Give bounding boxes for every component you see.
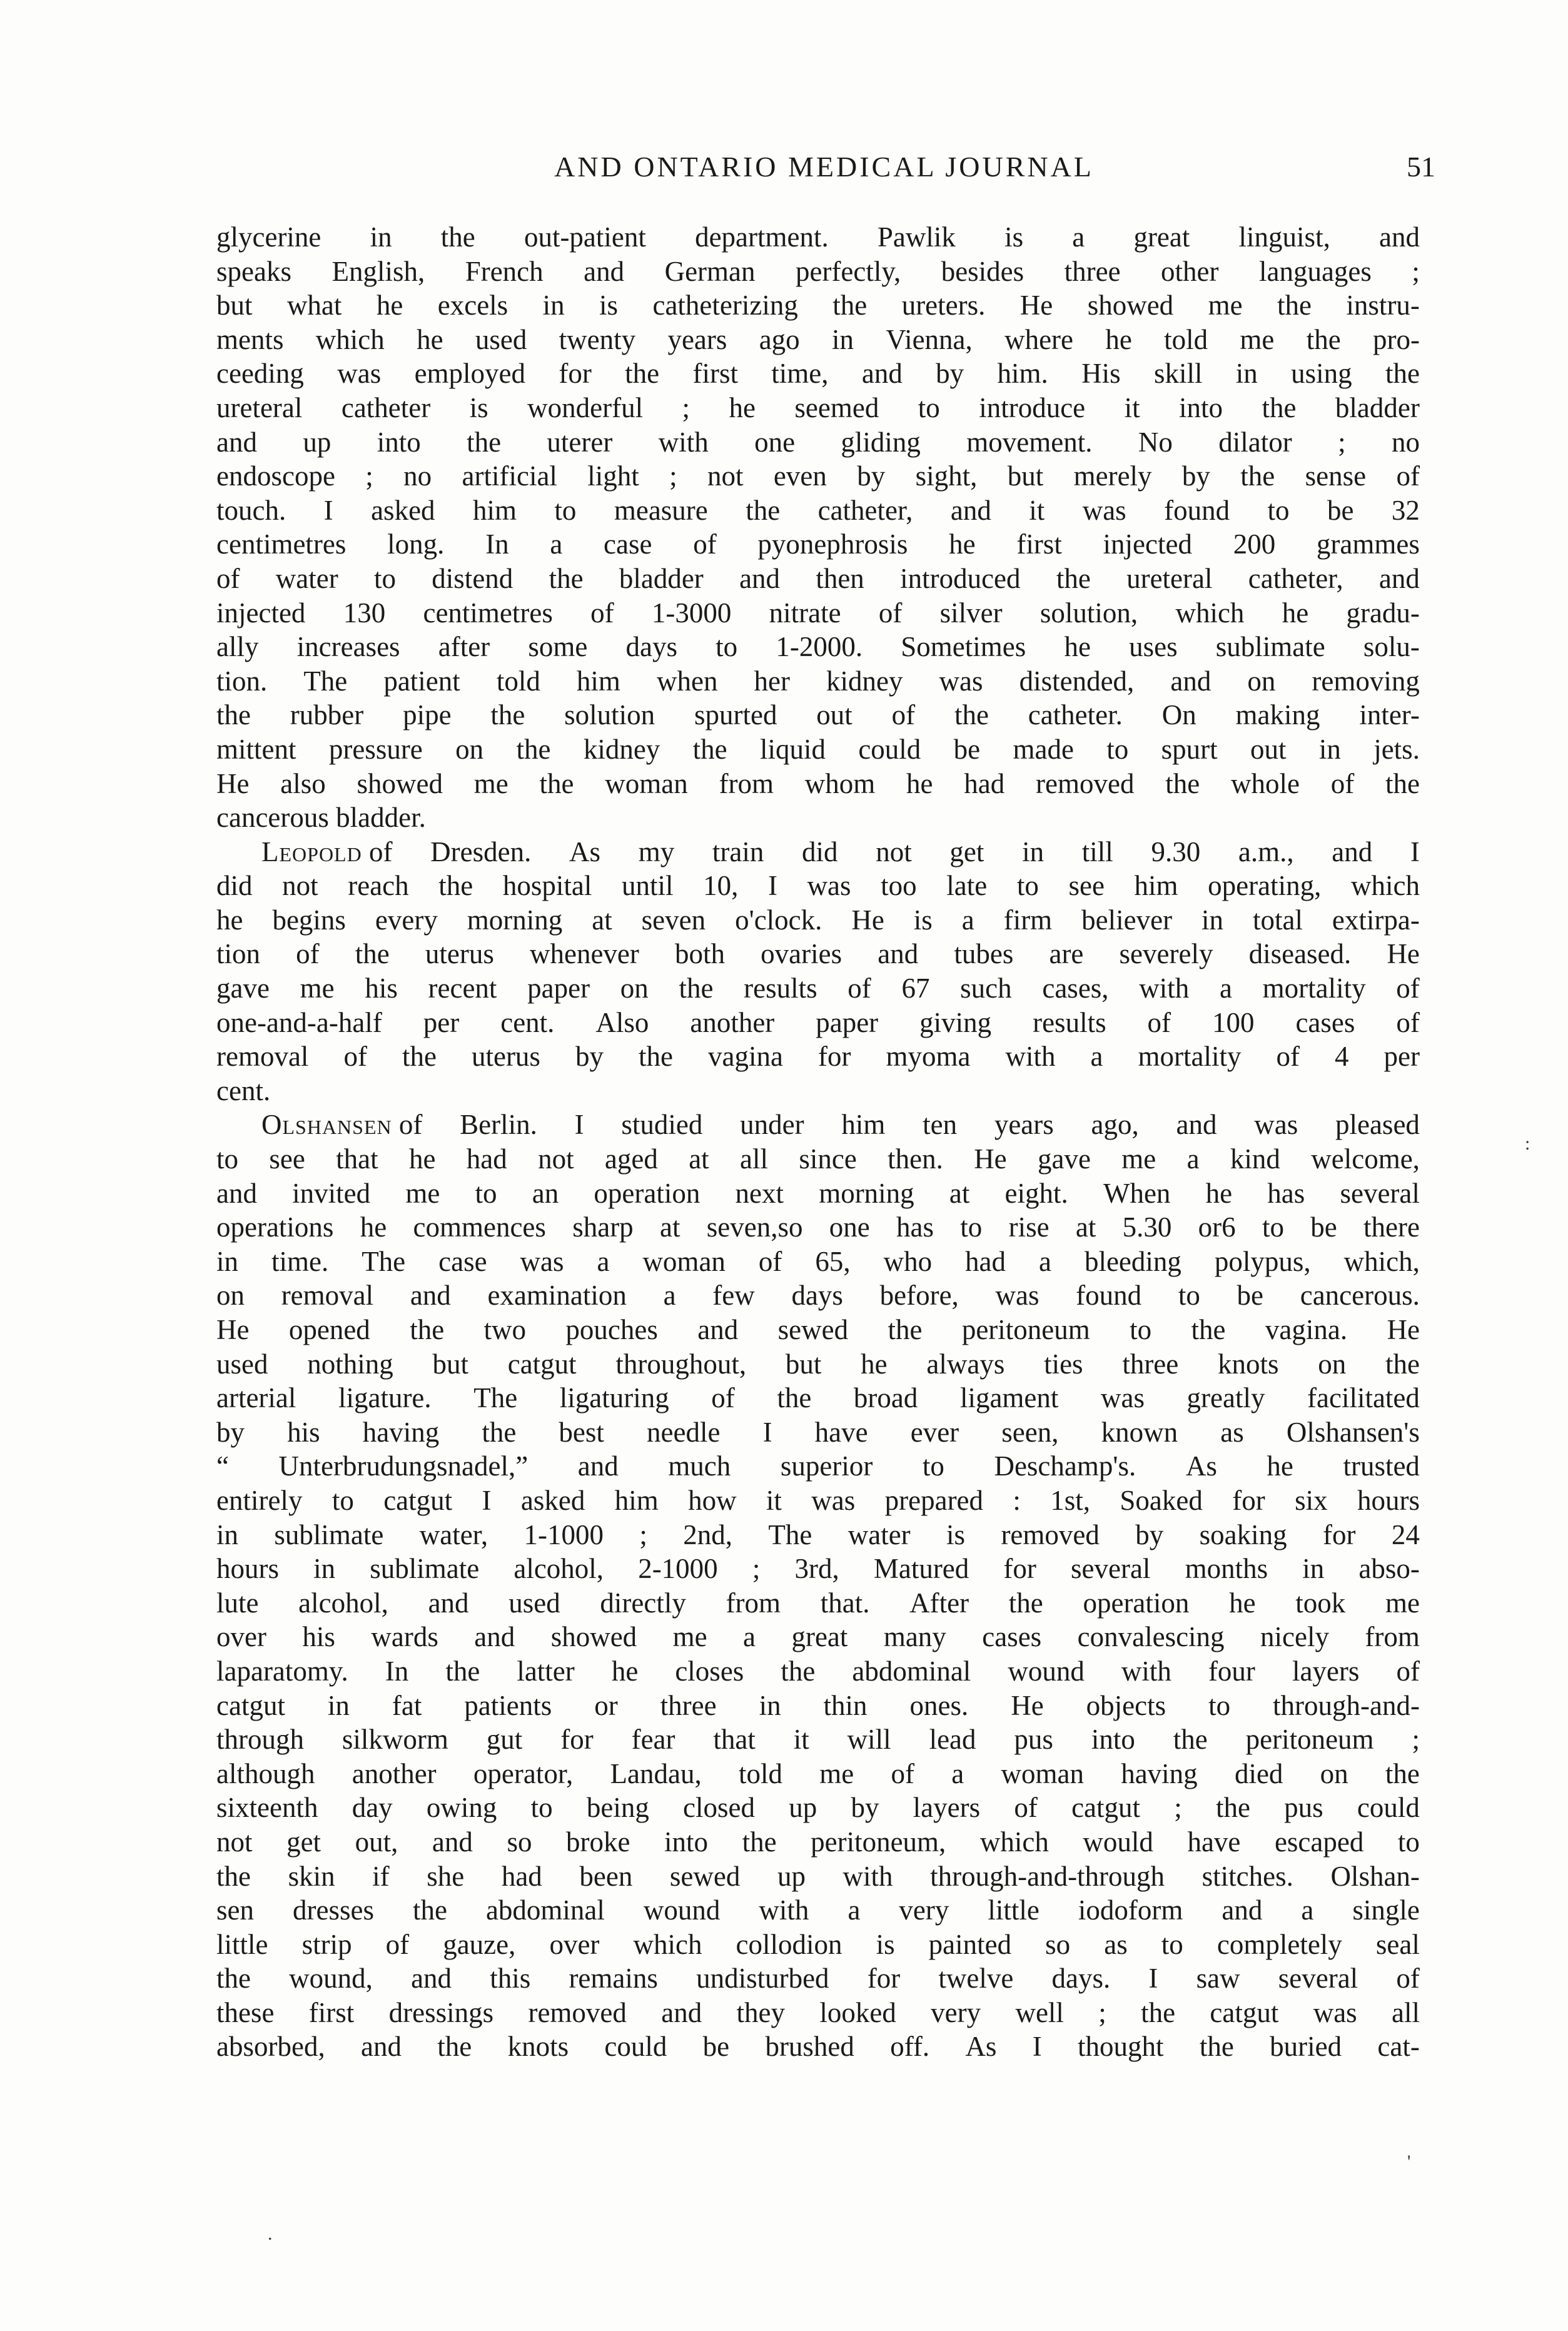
text-line: tion. The patient told him when her kidney was distended, and on removing: [216, 665, 1420, 697]
section-lead: Olshansen: [261, 1109, 392, 1141]
text-line: the skin if she had been sewed up with through-and-through stitches. Olshan-: [216, 1860, 1420, 1892]
text-line: the rubber pipe the solution spurted out of the catheter. On making inter-: [216, 699, 1420, 731]
text-line: one-and-a-half per cent. Also another paper giving results of 100 cases of: [216, 1006, 1420, 1038]
text-line: through silkworm gut for fear that it will lead pus into the peritoneum ;: [216, 1724, 1420, 1756]
text-line: He opened the two pouches and sewed the peritoneum to the vagina. He: [216, 1314, 1420, 1345]
margin-speck: ': [1407, 2151, 1411, 2172]
text-line: these first dressings removed and they looked very well ; the catgut was all: [216, 1996, 1420, 2028]
text-line: entirely to catgut I asked him how it was prepared : 1st, Soaked for six hours: [216, 1484, 1420, 1516]
text-line: Olshansen of Berlin. I studied under him ten years ago, and was pleased: [216, 1108, 1420, 1142]
text-line: of water to distend the bladder and then introduced the ureteral catheter, and: [216, 562, 1420, 594]
text-line: centimetres long. In a case of pyonephrosis he first injected 200 grammes: [216, 528, 1420, 560]
text-line: ureteral catheter is wonderful ; he seemed to introduce it into the bladder: [216, 392, 1420, 423]
text-line: injected 130 centimetres of 1-3000 nitrate of silver solution, which he gradu-: [216, 597, 1420, 629]
text-line: laparatomy. In the latter he closes the abdominal wound with four layers of: [216, 1655, 1420, 1687]
text-line: sixteenth day owing to being closed up by layers of catgut ; the pus could: [216, 1792, 1420, 1824]
text-line: Leopold of Dresden. As my train did not get in till 9.30 a.m., and I: [216, 835, 1420, 869]
text-line: on removal and examination a few days before, was found to be cancerous.: [216, 1280, 1420, 1312]
text-line: arterial ligature. The ligaturing of the broad ligament was greatly facilitated: [216, 1382, 1420, 1414]
text-line: and up into the uterer with one gliding movement. No dilator ; no: [216, 426, 1420, 458]
text-line: and invited me to an operation next morning at eight. When he has several: [216, 1177, 1420, 1209]
page-number: 51: [1407, 151, 1435, 183]
text-line: in sublimate water, 1-1000 ; 2nd, The water is removed by soaking for 24: [216, 1519, 1420, 1550]
page-header: [213, 145, 1435, 189]
text-line: used nothing but catgut throughout, but he always ties three knots on the: [216, 1348, 1420, 1380]
text-line: although another operator, Landau, told me of a woman having died on the: [216, 1757, 1420, 1789]
text-line: “ Unterbrudungsnadel,” and much superior to Deschamp's. As he trusted: [216, 1450, 1420, 1482]
text-line: hours in sublimate alcohol, 2-1000 ; 3rd, Matured for several months in abso-: [216, 1553, 1420, 1585]
text-line: absorbed, and the knots could be brushed off. As I thought the buried cat-: [216, 2031, 1420, 2063]
text-line: sen dresses the abdominal wound with a very little iodoform and a single: [216, 1894, 1420, 1926]
text-line: operations he commences sharp at seven,so one has to rise at 5.30 or6 to be there: [216, 1211, 1420, 1243]
text-line: glycerine in the out-patient department. Pawlik is a great linguist, and: [216, 221, 1420, 253]
text-line: speaks English, French and German perfectly, besides three other languages ;: [216, 255, 1420, 287]
text-line: cancerous bladder.: [216, 802, 426, 834]
text-line: removal of the uterus by the vagina for myoma with a mortality of 4 per: [216, 1041, 1420, 1073]
text-line: to see that he had not aged at all since then. He gave me a kind welcome,: [216, 1143, 1420, 1175]
text-line: tion of the uterus whenever both ovaries and tubes are severely diseased. He: [216, 938, 1420, 970]
text-line: gave me his recent paper on the results of 67 such cases, with a mortality of: [216, 973, 1420, 1004]
text-line: catgut in fat patients or three in thin ones. He objects to through-and-: [216, 1689, 1420, 1721]
text-line: ments which he used twenty years ago in Vienna, where he told me the pro-: [216, 323, 1420, 355]
text-line: ceeding was employed for the first time, and by him. His skill in using the: [216, 358, 1420, 390]
text-line: did not reach the hospital until 10, I was too late to see him operating, which: [216, 870, 1420, 902]
text-line: cent.: [216, 1074, 271, 1106]
text-line: the wound, and this remains undisturbed for twelve days. I saw several of: [216, 1963, 1420, 1995]
running-head: AND ONTARIO MEDICAL JOURNAL: [554, 151, 1094, 183]
margin-speck: .: [268, 2223, 273, 2244]
body-text: [216, 220, 1420, 2064]
section-lead: Leopold: [261, 836, 362, 867]
text-line: little strip of gauze, over which collodion is painted so as to completely seal: [216, 1928, 1420, 1960]
text-line: in time. The case was a woman of 65, who had a bleeding polypus, which,: [216, 1245, 1420, 1277]
text-line: not get out, and so broke into the peritoneum, which would have escaped to: [216, 1826, 1420, 1858]
text-line: He also showed me the woman from whom he had removed the whole of the: [216, 767, 1420, 799]
text-line: ally increases after some days to 1-2000. Sometimes he uses sublimate solu-: [216, 631, 1420, 663]
text-line: he begins every morning at seven o'clock. He is a firm believer in total extirpa-: [216, 904, 1420, 936]
text-line: lute alcohol, and used directly from that. After the operation he took me: [216, 1587, 1420, 1619]
text-line: endoscope ; no artificial light ; not even by sight, but merely by the sense of: [216, 460, 1420, 492]
text-line: by his having the best needle I have ever seen, known as Olshansen's: [216, 1416, 1420, 1448]
margin-speck: :: [1525, 1133, 1530, 1154]
text-line: touch. I asked him to measure the catheter, and it was found to be 32: [216, 494, 1420, 526]
text-line: over his wards and showed me a great many cases convalescing nicely from: [216, 1621, 1420, 1653]
text-line: but what he excels in is catheterizing the ureters. He showed me the instru-: [216, 290, 1420, 321]
text-line: mittent pressure on the kidney the liquid could be made to spurt out in jets.: [216, 733, 1420, 765]
